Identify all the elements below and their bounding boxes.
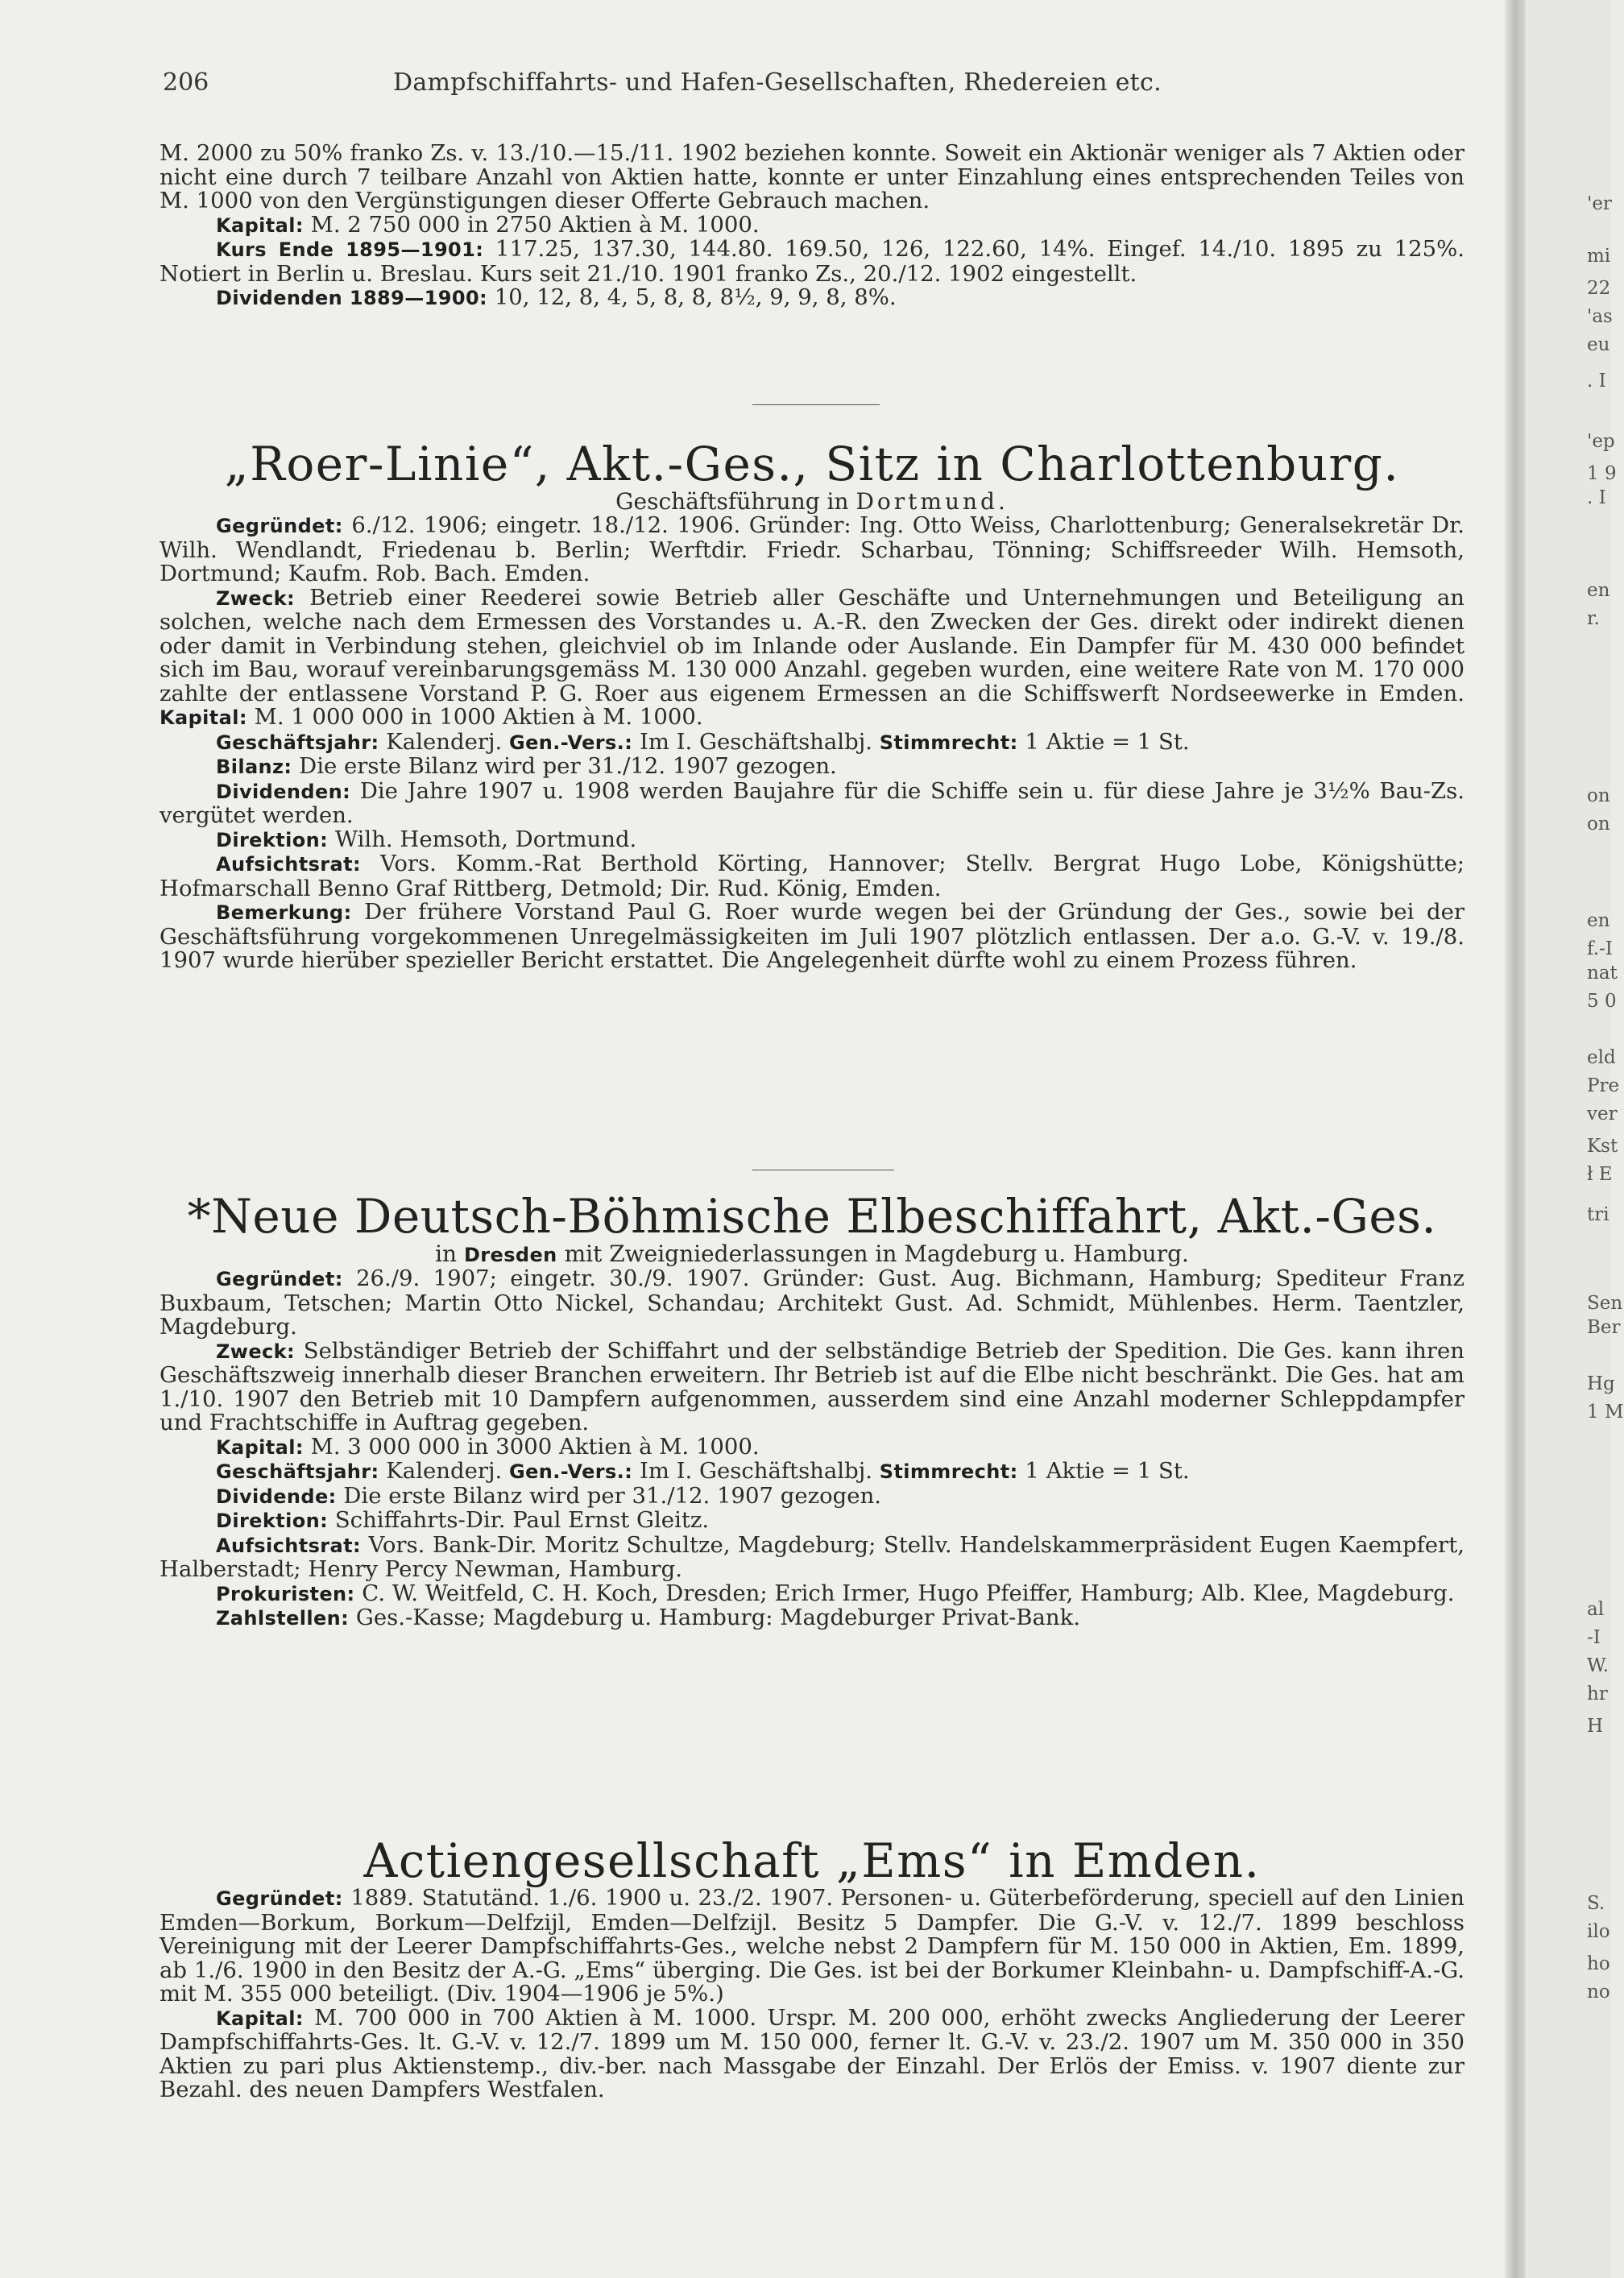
company-title: *Neue Deutsch-Böhmische Elbeschiffahrt, Akt.-Ges. [187,1189,1437,1244]
intro-paragraph: M. 2000 zu 50% franko Zs. v. 13./10.—15./11. 1902 beziehen konnte. Soweit ein Aktionär weniger als 7 Aktien oder nicht eine durch 7 teilbare Anzahl von Aktien hatte, konnte er unter Einzahlung eines entsprechenden Teiles von M. 1000 von den Vergünstigungen dieser Offerte Gebrauch machen. [160,140,1464,213]
neighbor-fragment: W. [1587,1655,1609,1676]
entry-dividenden: Dividenden: Die Jahre 1907 u. 1908 werden Baujahre für die Schiffe sein u. für diese Jahre je 3½% Bau-Zs. vergütet werden. [160,777,1464,828]
neighbor-fragment: . I [1587,371,1606,391]
neighbor-fragment: no [1587,1982,1610,2003]
neighbor-fragment: H [1587,1716,1604,1737]
company-subtitle: in Dresden mit Zweigniederlassungen in Magdeburg u. Hamburg. [435,1240,1189,1267]
entry-zweck: Zweck: Betrieb einer Reederei sowie Betrieb aller Geschäfte und Unternehmungen und Beteiligung an solchen, welche nach dem Ermessen des Vorstandes u. A.-R. den Zwecken der Ges. direkt oder indirekt dienen oder damit in Verbindung stehen, gleichviel ob im Inlande oder Auslande. Ein Dampfer für M. 430 000 befindet sich im Bau, worauf vereinbarungsgemäss M. 130 000 Anzahl. gegeben wurden, eine weitere Rate von M. 170 000 zahlte der entlassene Vorstand P. G. Roer aus eigenem Ermessen an die Schiffswerft Nordseewerke in Emden. Kapital: M. 1 000 000 in 1000 Aktien à M. 1000. [160,584,1464,730]
intro-dividenden: Dividenden 1889—1900: 10, 12, 8, 4, 5, 8, 8, 8½, 9, 9, 8, 8%. [216,284,897,310]
section-roer-linie [160,438,1464,973]
neighbor-fragment: on [1587,814,1610,835]
entry-kapital: Kapital: M. 700 000 in 700 Aktien à M. 1000. Urspr. M. 200 000, erhöht zwecks Angliederung der Leerer Dampfschiffahrts-Ges. lt. G.-V. v. 12./7. 1899 um M. 150 000, ferner lt. G.-V. v. 23./2. 1907 um M. 350 000 in 350 Aktien zu pari plus Aktienstemp., div.-ber. nach Massgabe der Einzahl. Der Erlös der Emiss. v. 1907 diente zur Bezahl. des neuen Dampfers Westfalen. [160,2004,1464,2102]
intro-kurs: Kurs Ende 1895—1901: 117.25, 137.30, 144.80. 169.50, 126, 122.60, 14%. Eingef. 14./10. 1895 zu 125%. Notiert in Berlin u. Breslau. Kurs seit 21./10. 1901 franko Zs., 20./12. 1902 eingestellt. [160,236,1464,287]
entry-kapital: Kapital: M. 3 000 000 in 3000 Aktien à M. 1000. [216,1433,760,1460]
entry-geschaeftsjahr: Geschäftsjahr: Kalenderj. Gen.-Vers.: Im I. Geschäftshalbj. Stimmrecht: 1 Aktie = 1 St. [216,728,1190,755]
entry-aufsichtsrat: Aufsichtsrat: Vors. Bank-Dir. Moritz Schultze, Magdeburg; Stellv. Handelskammerpräsident Eugen Kaempfert, Halberstadt; Henry Percy Newman, Hamburg. [160,1531,1464,1582]
neighbor-fragment: 22 [1587,278,1611,299]
neighbor-fragment: ilo [1587,1921,1610,1942]
neighbor-fragment: 'as [1587,306,1613,327]
neighbor-fragment: f.-I [1587,938,1613,959]
entry-prokuristen: Prokuristen: C. W. Weitfeld, C. H. Koch, Dresden; Erich Irmer, Hugo Pfeiffer, Hamburg; Alb. Klee, Magdeburg. [216,1580,1455,1606]
entry-zweck: Zweck: Selbständiger Betrieb der Schiffahrt und der selbständige Betrieb der Spedition. Die Ges. kann ihren Geschäftszweig innerhalb dieser Branchen erweitern. Ihr Betrieb ist auf die Elbe nicht beschränkt. Die Ges. hat am 1./10. 1907 den Betrieb mit 10 Dampfern aufgenommen, ausserdem sind eine Anzahl moderner Schleppdampfer und Frachtschiffe in Auftrag gegeben. [160,1337,1465,1435]
entry-geschaeftsjahr: Geschäftsjahr: Kalenderj. Gen.-Vers.: Im I. Geschäftshalbj. Stimmrecht: 1 Aktie = 1 St. [216,1458,1190,1484]
company-title: Actiengesellschaft „Ems“ in Emden. [363,1833,1261,1888]
intro-section [160,142,1464,311]
page-gutter [1505,0,1526,2278]
neighbor-fragment: en [1587,580,1610,601]
entry-bemerkung: Bemerkung: Der frühere Vorstand Paul G. Roer wurde wegen bei der Gründung der Ges., sowie bei der Geschäftsführung vorgekommenen Unregelmässigkeiten im Juli 1907 plötzlich entlassen. Der a.o. G.-V. v. 19./8. 1907 wurde hierüber spezieller Bericht erstattet. Die Angelegenheit dürfte wohl zu einem Prozess führen. [160,899,1464,973]
entry-aufsichtsrat: Aufsichtsrat: Vors. Komm.-Rat Berthold Körting, Hannover; Stellv. Bergrat Hugo Lobe, Königshütte; Hofmarschall Benno Graf Rittberg, Detmold; Dir. Rud. König, Emden. [160,851,1465,901]
neighbor-fragment: eu [1587,334,1610,355]
entry-direktion: Direktion: Schiffahrts-Dir. Paul Ernst Gleitz. [216,1507,710,1533]
company-subtitle: Geschäftsführung in Dortmund. [615,488,1009,515]
neighbor-fragment: Pre [1587,1075,1620,1096]
entry-zahlstellen: Zahlstellen: Ges.-Kasse; Magdeburg u. Hamburg: Magdeburger Privat-Bank. [216,1605,1081,1630]
neighbor-fragment: ho [1587,1953,1610,1974]
neighbor-fragment: Sen [1587,1293,1623,1314]
entry-bilanz: Bilanz: Die erste Bilanz wird per 31./12. 1907 gezogen. [216,753,837,779]
neighbor-fragment: eld [1587,1047,1616,1068]
neighbor-fragment: Ber [1587,1317,1621,1338]
company-title: „Roer-Linie“, Akt.-Ges., Sitz in Charlottenburg. [224,437,1400,491]
running-title: Dampfschiffahrts- und Hafen-Gesellschaften, Rhedereien etc. [393,68,1162,97]
entry-dividende: Dividende: Die erste Bilanz wird per 31./12. 1907 gezogen. [216,1482,882,1509]
neighbor-fragment: tri [1587,1204,1610,1225]
section-neue-deutsch-boehmische [160,1191,1464,1631]
neighbor-fragment: -I [1587,1627,1601,1648]
neighbor-fragment: nat [1587,963,1618,984]
neighbor-fragment: Kst [1587,1136,1618,1157]
entry-gegruendet: Gegründet: 6./12. 1906; eingetr. 18./12. 1906. Gründer: Ing. Otto Weiss, Charlottenburg; Generalsekretär Dr. Wilh. Wendlandt, Friedenau b. Berlin; Werftdir. Friedr. Scharbau, Tönning; Schiffsreeder Wilh. Hemsoth, Dortmund; Kaufm. Rob. Bach. Emden. [160,512,1464,586]
neighbor-fragment: S. [1587,1893,1605,1914]
neighbor-fragment: on [1587,785,1610,806]
entry-gegruendet: Gegründet: 1889. Statutänd. 1./6. 1900 u. 23./2. 1907. Personen- u. Güterbeförderung, speciell auf den Linien Emden—Borkum, Borkum—Delfzijl, Emden—Delfzijl. Besitz 5 Dampfer. Die G.-V. v. 12./7. 1899 beschloss Vereinigung mit der Leerer Dampfschiffahrts-Ges., welche nebst 2 Dampfern für M. 150 000 in Aktien, Em. 1899, ab 1./6. 1900 in den Besitz der A.-G. „Ems“ überging. Die Ges. ist bei der Borkumer Kleinbahn- u. Dampfschiff-A.-G. mit M. 355 000 beteiligt. (Div. 1904—1906 je 5%.) [160,1885,1464,2007]
entry-direktion: Direktion: Wilh. Hemsoth, Dortmund. [216,826,637,852]
entry-gegruendet: Gegründet: 26./9. 1907; eingetr. 30./9. 1907. Gründer: Gust. Aug. Bichmann, Hamburg; Spediteur Franz Buxbaum, Tetschen; Martin Otto Nickel, Schandau; Architekt Gust. Ad. Schmidt, Mühlenbes. Herm. Taentzler, Magdeburg. [160,1265,1464,1340]
page-number: 206 [163,68,209,97]
neighbor-fragment: 'er [1587,193,1612,214]
neighbor-fragment: 5 0 [1587,991,1617,1012]
neighbor-fragment: Hg [1587,1373,1615,1394]
neighbor-fragment: r. [1587,608,1600,629]
neighbor-fragment: ł E [1587,1164,1613,1185]
neighbor-fragment: hr [1587,1684,1608,1704]
neighbor-fragment: 1 M [1587,1402,1624,1423]
neighbor-fragment: . I [1587,487,1606,508]
neighbor-fragment: mi [1587,246,1611,267]
neighbor-fragment: 'ep [1587,431,1615,452]
section-ems [160,1835,1464,2102]
adjacent-page-edge [1527,0,1624,2278]
neighbor-fragment: al [1587,1599,1605,1620]
section-divider [752,404,880,405]
neighbor-fragment: en [1587,910,1610,931]
intro-kapital: Kapital: M. 2 750 000 in 2750 Aktien à M. 1000. [216,211,760,238]
neighbor-fragment: 1 9 [1587,463,1617,484]
neighbor-fragment: ver [1587,1104,1618,1125]
